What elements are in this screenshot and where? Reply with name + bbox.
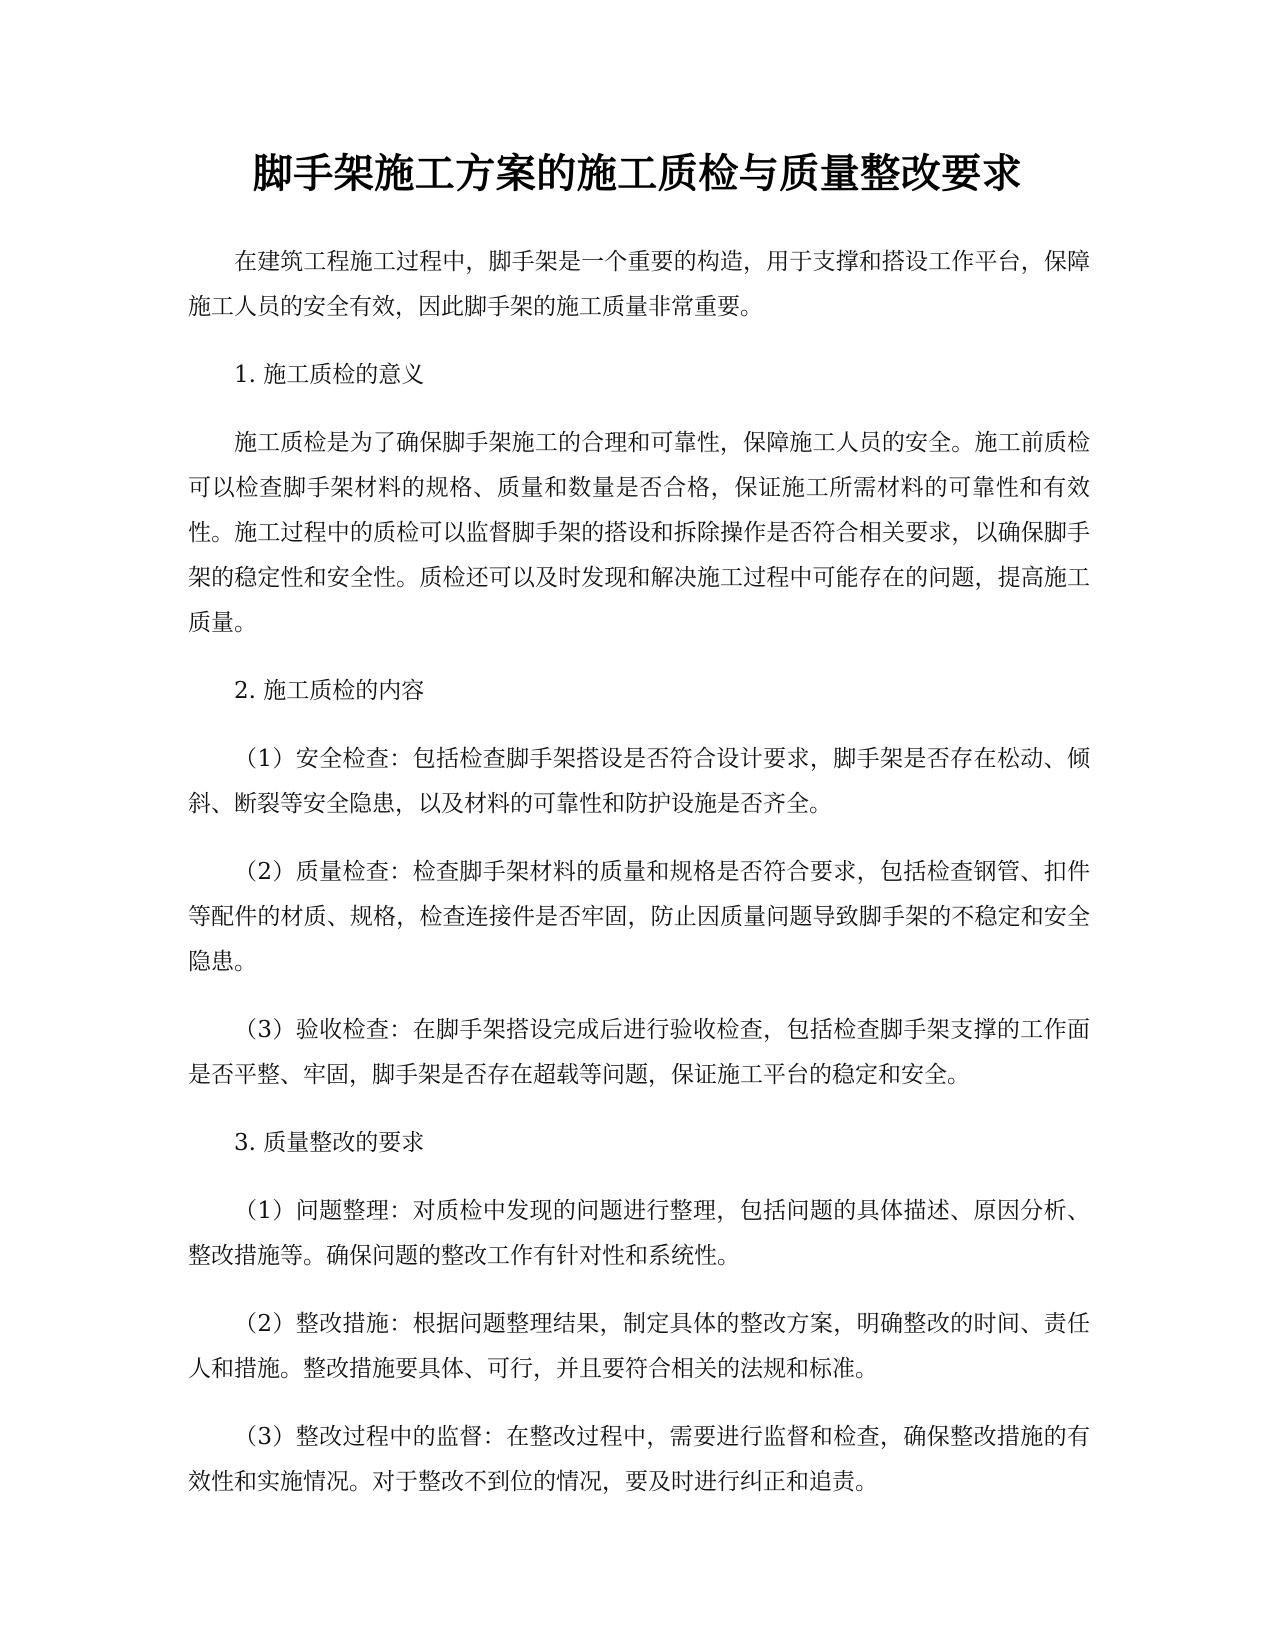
section-2-item-safety-check: （1）安全检查：包括检查脚手架搭设是否符合设计要求，脚手架是否存在松动、倾斜、断裂等安全隐患，以及材料的可靠性和防护设施是否齐全。 bbox=[188, 746, 1090, 817]
section-2-heading: 2. 施工质检的内容 bbox=[234, 678, 425, 704]
section-3-item-issue-sorting: （1）问题整理：对质检中发现的问题进行整理，包括问题的具体描述、原因分析、整改措施等。确保问题的整改工作有针对性和系统性。 bbox=[188, 1198, 1090, 1269]
document-body bbox=[188, 240, 1090, 1528]
document-title: 脚手架施工方案的施工质检与质量整改要求 bbox=[252, 151, 1023, 197]
intro-paragraph: 在建筑工程施工过程中，脚手架是一个重要的构造，用于支撑和搭设工作平台，保障施工人员的安全有效，因此脚手架的施工质量非常重要。 bbox=[188, 249, 1090, 320]
section-3-item-supervision: （3）整改过程中的监督：在整改过程中，需要进行监督和检查，确保整改措施的有效性和实施情况。对于整改不到位的情况，要及时进行纠正和追责。 bbox=[188, 1424, 1090, 1495]
section-1-heading: 1. 施工质检的意义 bbox=[234, 362, 425, 388]
section-2-item-acceptance-check: （3）验收检查：在脚手架搭设完成后进行验收检查，包括检查脚手架支撑的工作面是否平整、牢固，脚手架是否存在超载等问题，保证施工平台的稳定和安全。 bbox=[188, 1017, 1090, 1088]
section-3-item-rectification-measures: （2）整改措施：根据问题整理结果，制定具体的整改方案，明确整改的时间、责任人和措施。整改措施要具体、可行，并且要符合相关的法规和标准。 bbox=[188, 1311, 1090, 1382]
section-2-item-quality-check: （2）质量检查：检查脚手架材料的质量和规格是否符合要求，包括检查钢管、扣件等配件的材质、规格，检查连接件是否牢固，防止因质量问题导致脚手架的不稳定和安全隐患。 bbox=[188, 859, 1090, 975]
section-1-paragraph: 施工质检是为了确保脚手架施工的合理和可靠性，保障施工人员的安全。施工前质检可以检查脚手架材料的规格、质量和数量是否合格，保证施工所需材料的可靠性和有效性。施工过程中的质检可以监督脚手架的搭设和拆除操作是否符合相关要求，以确保脚手架的稳定性和安全性。质检还可以及时发现和解决施工过程中可能存在的问题，提高施工质量。 bbox=[188, 430, 1090, 636]
section-3-heading: 3. 质量整改的要求 bbox=[234, 1130, 425, 1156]
